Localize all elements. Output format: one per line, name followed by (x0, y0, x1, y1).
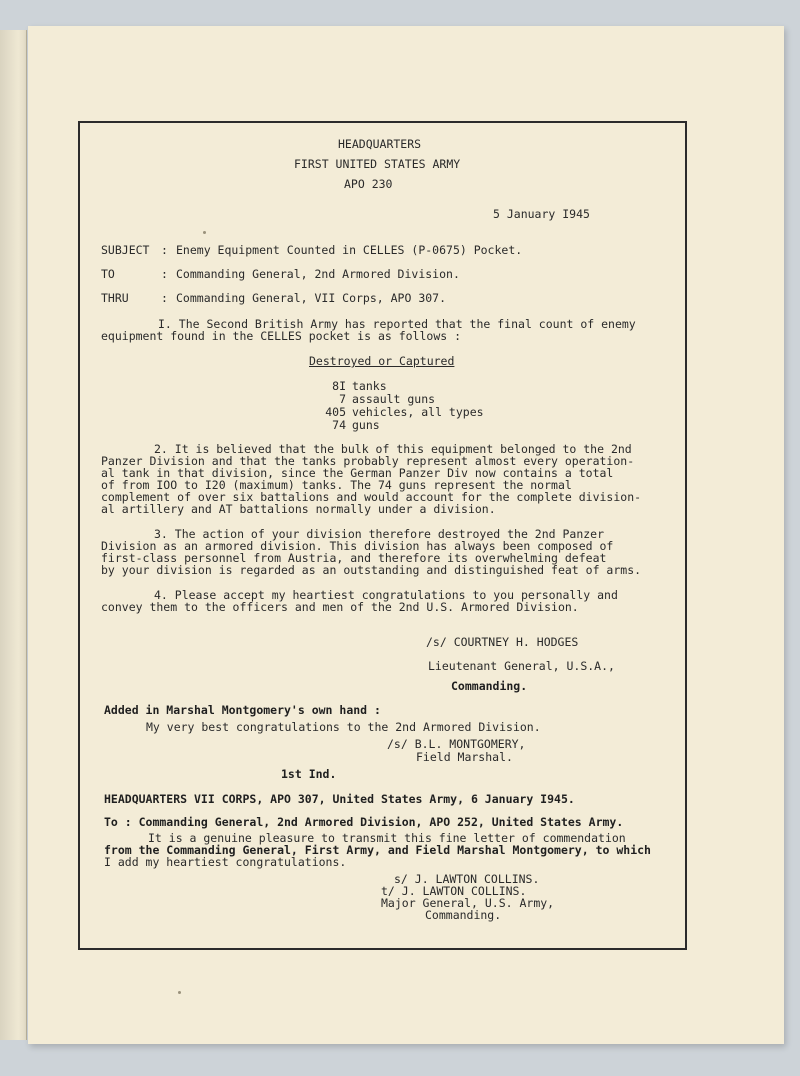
to-value: Commanding General, 2nd Armored Division. (176, 267, 460, 281)
indorsement-heading: 1st Ind. (281, 767, 337, 781)
indorsement-hq-line: HEADQUARTERS VII CORPS, APO 307, United States Army, 6 January I945. (104, 792, 575, 806)
para2-line-5: complement of over six battalions and would account for the complete division- (101, 490, 642, 504)
table-title: Destroyed or Captured (309, 354, 455, 368)
letterhead-line-2: FIRST UNITED STATES ARMY (294, 157, 461, 171)
indorsement-body-line-1: It is a genuine pleasure to transmit this fine letter of commendation (148, 831, 626, 845)
collins-role: Commanding. (425, 908, 502, 922)
para3-line-1: 3. The action of your division therefore destroyed the 2nd Panzer (154, 527, 605, 541)
montgomery-title: Field Marshal. (416, 750, 513, 764)
equipment-count: 7 (339, 392, 346, 406)
document-page (28, 26, 784, 1044)
para4-line-1: 4. Please accept my heartiest congratulations to you personally and (154, 588, 618, 602)
left-page-edge (0, 30, 27, 1040)
equipment-item: tanks (352, 379, 387, 393)
letterhead-line-1: HEADQUARTERS (338, 137, 422, 151)
collins-signed: s/ J. LAWTON COLLINS. (394, 872, 540, 886)
letterhead-line-3: APO 230 (344, 177, 393, 191)
para3-line-4: by your division is regarded as an outstanding and distinguished feat of arms. (101, 563, 642, 577)
para2-line-6: al artillery and AT battalions normally under a division. (101, 502, 496, 516)
para2-line-1: 2. It is believed that the bulk of this equipment belonged to the 2nd (154, 442, 632, 456)
indorsement-body-line-2: from the Commanding General, First Army, and Field Marshal Montgomery, to which (104, 843, 651, 857)
para4-line-2: convey them to the officers and men of the 2nd U.S. Armored Division. (101, 600, 579, 614)
hodges-rank: Lieutenant General, U.S.A., (428, 659, 615, 673)
indorsement-to-line: To : Commanding General, 2nd Armored Division, APO 252, United States Army. (104, 815, 624, 829)
to-label: TO (101, 267, 115, 281)
indorsement-body-line-3: I add my heartiest congratulations. (104, 855, 347, 869)
hodges-signature: /s/ COURTNEY H. HODGES (426, 635, 579, 649)
letter-date: 5 January I945 (493, 207, 590, 221)
subject-sep: : (161, 243, 168, 257)
collins-rank: Major General, U.S. Army, (381, 896, 555, 910)
para2-line-2: Panzer Division and that the tanks probably represent almost every operation- (101, 454, 635, 468)
para2-line-3: al tank in that division, since the German Panzer Div now contains a total (101, 466, 614, 480)
equipment-count: 405 (325, 405, 346, 419)
para3-line-3: first-class personnel from Austria, and therefore its overwhelming defeat (101, 551, 607, 565)
thru-sep: : (161, 291, 168, 305)
para2-line-4: of from IOO to I20 (maximum) tanks. The 74 guns represent the normal (101, 478, 572, 492)
equipment-count: 8I (332, 379, 346, 393)
equipment-item: vehicles, all types (352, 405, 484, 419)
equipment-count: 74 (332, 418, 346, 432)
collins-typed: t/ J. LAWTON COLLINS. (381, 884, 527, 898)
para3-line-2: Division as an armored division. This division has always been composed of (101, 539, 614, 553)
hodges-role: Commanding. (451, 679, 528, 693)
subject-label: SUBJECT (101, 243, 150, 257)
para1-line-2: equipment found in the CELLES pocket is as follows : (101, 329, 462, 343)
paper-speck (178, 991, 181, 994)
thru-label: THRU (101, 291, 129, 305)
equipment-item: assault guns (352, 392, 436, 406)
montgomery-name: /s/ B.L. MONTGOMERY, (387, 737, 526, 751)
para1-line-1: I. The Second British Army has reported that the final count of enemy (158, 317, 636, 331)
to-sep: : (161, 267, 168, 281)
subject-value: Enemy Equipment Counted in CELLES (P-0675) Pocket. (176, 243, 523, 257)
montgomery-message: My very best congratulations to the 2nd Armored Division. (146, 720, 541, 734)
equipment-item: guns (352, 418, 380, 432)
montgomery-intro: Added in Marshal Montgomery's own hand : (104, 703, 381, 717)
thru-value: Commanding General, VII Corps, APO 307. (176, 291, 447, 305)
